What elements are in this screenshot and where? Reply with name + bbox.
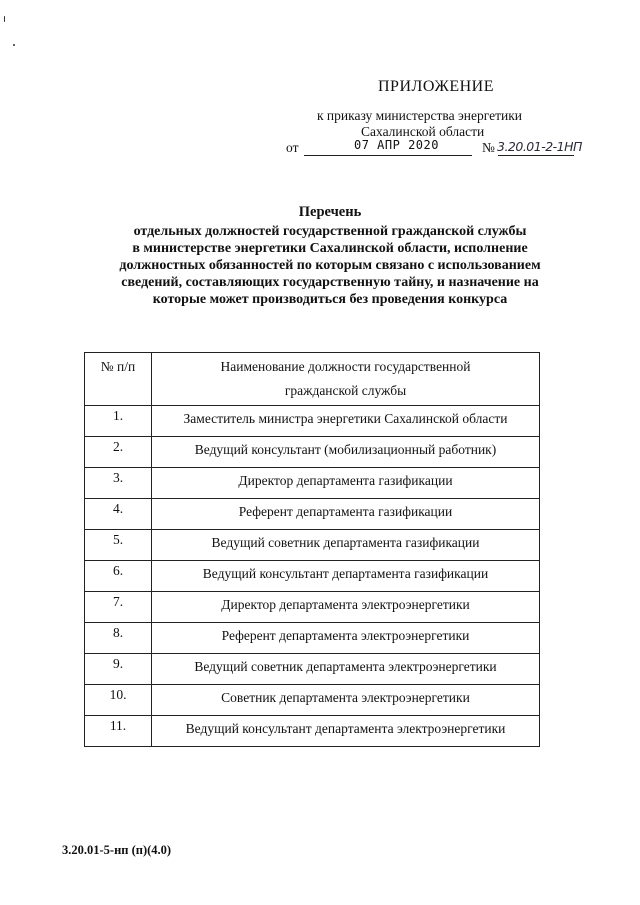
handwritten-order-number: 3.20.01-2-1НП	[497, 139, 582, 154]
list-title: Перечень	[298, 204, 362, 220]
header-number: № п/п	[85, 353, 152, 406]
row-number: 11.	[85, 716, 152, 747]
table-row	[85, 499, 540, 530]
row-position-name: Ведущий консультант департамента электроэнергетики	[152, 716, 540, 747]
list-heading	[60, 204, 600, 308]
header-name-line: Наименование должности государственной	[220, 359, 471, 374]
table-row	[85, 468, 540, 499]
row-position-name: Ведущий советник департамента газификации	[152, 530, 540, 561]
row-number: 6.	[85, 561, 152, 592]
row-position-name: Ведущий советник департамента электроэнергетики	[152, 654, 540, 685]
row-number: 4.	[85, 499, 152, 530]
table-row	[85, 685, 540, 716]
table-header-row	[85, 353, 540, 406]
heading-line: сведений, составляющих государственную тайну, и назначение на	[121, 275, 539, 290]
table-row	[85, 654, 540, 685]
order-date-number-row	[286, 138, 586, 158]
scan-speck	[13, 44, 15, 46]
table-row	[85, 592, 540, 623]
row-number: 5.	[85, 530, 152, 561]
date-stamp: 07 АПР 2020	[354, 138, 439, 152]
table-row	[85, 623, 540, 654]
row-number: 8.	[85, 623, 152, 654]
row-number: 3.	[85, 468, 152, 499]
table-row	[85, 561, 540, 592]
table-row	[85, 716, 540, 747]
appendix-region-line: Сахалинской области	[361, 124, 485, 139]
heading-line: отдельных должностей государственной гражданской службы	[133, 224, 527, 239]
heading-line: в министерстве энергетики Сахалинской области, исполнение	[132, 241, 528, 256]
appendix-title: ПРИЛОЖЕНИЕ	[378, 78, 495, 95]
row-position-name: Референт департамента газификации	[152, 499, 540, 530]
header-name-line: гражданской службы	[284, 383, 407, 398]
row-position-name: Референт департамента электроэнергетики	[152, 623, 540, 654]
document-code: 3.20.01-5-нп (п)(4.0)	[62, 843, 172, 857]
number-underline	[498, 155, 574, 156]
number-sign: №	[482, 140, 495, 155]
positions-table	[84, 352, 540, 747]
row-position-name: Директор департамента газификации	[152, 468, 540, 499]
row-position-name: Ведущий консультант (мобилизационный работник)	[152, 437, 540, 468]
row-number: 2.	[85, 437, 152, 468]
from-label: от	[286, 140, 299, 155]
heading-line: должностных обязанностей по которым связано с использованием	[119, 258, 541, 273]
row-number: 10.	[85, 685, 152, 716]
table-row	[85, 406, 540, 437]
date-underline	[304, 155, 472, 156]
row-position-name: Советник департамента электроэнергетики	[152, 685, 540, 716]
row-number: 9.	[85, 654, 152, 685]
row-number: 7.	[85, 592, 152, 623]
table-row	[85, 437, 540, 468]
table-row	[85, 530, 540, 561]
row-position-name: Ведущий консультант департамента газификации	[152, 561, 540, 592]
heading-line: которые может производиться без проведения конкурса	[152, 292, 508, 307]
header-position-name	[152, 353, 540, 406]
appendix-order-line: к приказу министерства энергетики	[317, 108, 522, 123]
row-position-name: Директор департамента электроэнергетики	[152, 592, 540, 623]
scan-speck	[4, 16, 5, 22]
row-number: 1.	[85, 406, 152, 437]
row-position-name: Заместитель министра энергетики Сахалинской области	[152, 406, 540, 437]
